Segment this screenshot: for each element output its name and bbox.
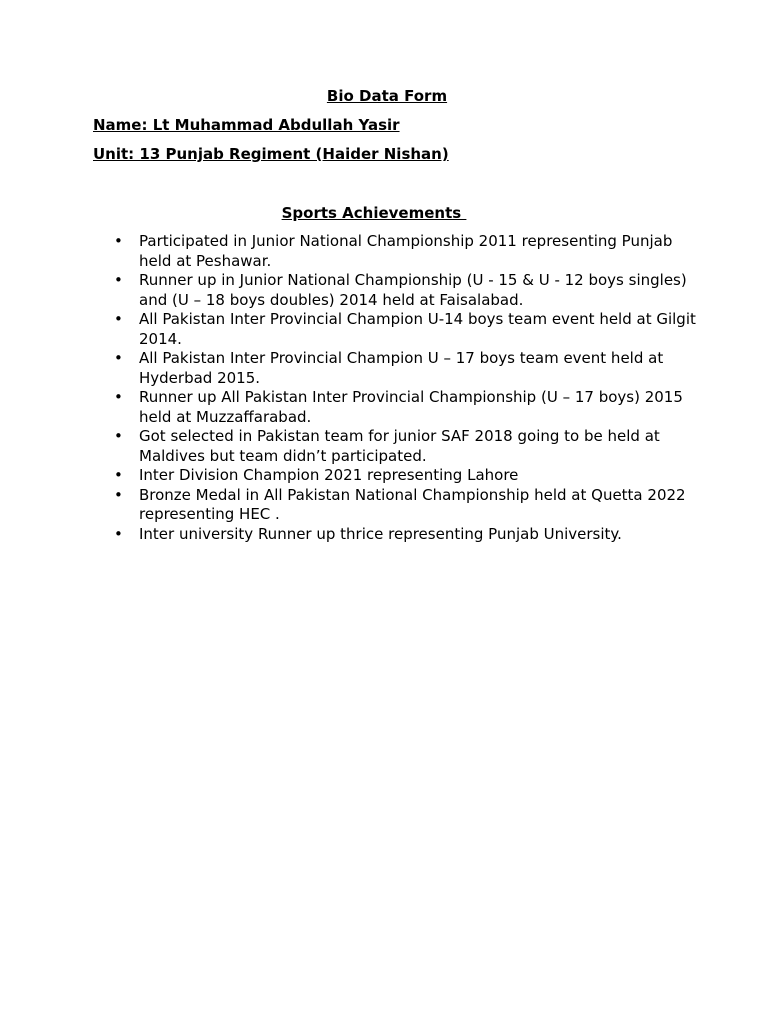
bullet-icon: • [114,427,123,445]
bullet-icon: • [114,485,123,504]
achievement-text: All Pakistan Inter Provincial Champion U – 17 boys team event held at Hyderbad 2015. [139,349,664,387]
list-item [114,427,699,466]
bullet-icon: • [114,232,123,250]
achievements-list [114,232,699,544]
achievement-text: Runner up All Pakistan Inter Provincial Championship (U – 17 boys) 2015 held at Muzzaffarabad. [139,388,683,426]
achievement-text: Runner up in Junior National Championship (U - 15 & U - 12 boys singles) and (U – 18 boys doubles) 2014 held at Faisalabad. [139,271,687,309]
list-item [114,271,699,310]
achievement-text: Got selected in Pakistan team for junior SAF 2018 going to be held at Maldives but team didn’t participated. [139,427,660,465]
bullet-icon: • [114,388,123,406]
bullet-icon: • [114,271,123,289]
bullet-icon: • [114,466,123,484]
achievement-text: Participated in Junior National Championship 2011 representing Punjab held at Peshawar. [139,232,673,270]
bullet-icon: • [114,310,123,328]
bullet-icon: • [114,349,123,367]
name-field: Name: Lt Muhammad Abdullah Yasir [93,116,400,134]
list-item [114,310,699,349]
list-item [114,466,699,486]
list-item [114,388,699,427]
list-item [114,524,699,545]
bullet-icon: • [114,524,123,543]
achievement-text: Inter university Runner up thrice representing Punjab University. [139,524,622,543]
form-title: Bio Data Form [326,87,448,105]
sports-achievements-heading: Sports Achievements [281,204,467,222]
list-item [114,349,699,388]
list-item [114,232,699,271]
achievement-text: All Pakistan Inter Provincial Champion U-14 boys team event held at Gilgit 2014. [139,310,696,348]
unit-field: Unit: 13 Punjab Regiment (Haider Nishan) [93,145,449,163]
list-item [114,485,699,525]
achievement-text: Inter Division Champion 2021 representing Lahore [139,466,519,484]
achievement-text: Bronze Medal in All Pakistan National Championship held at Quetta 2022 representing HEC . [139,485,686,523]
